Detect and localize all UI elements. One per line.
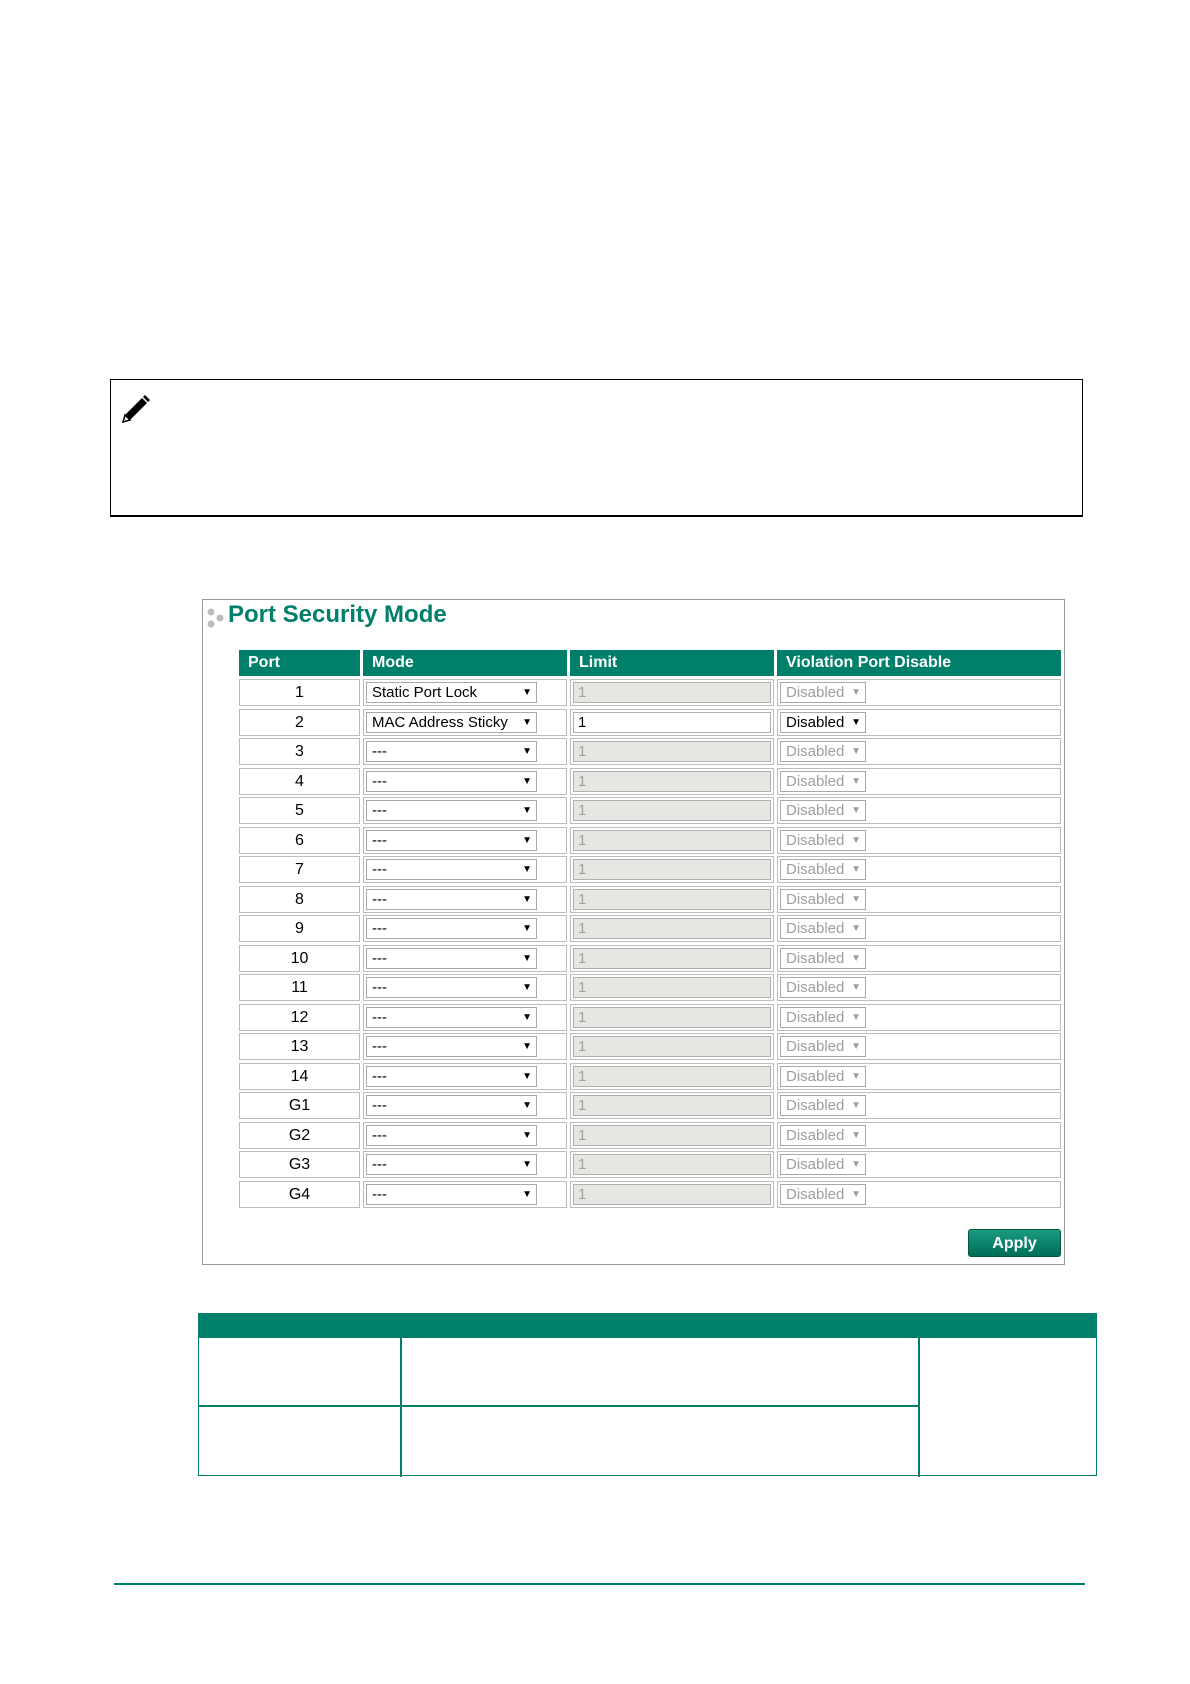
violation-cell [777,768,1061,795]
violation-select [780,1184,866,1205]
violation-select [780,771,866,792]
port-cell: 5 [239,797,360,824]
chevron-down-icon: ▼ [851,716,861,728]
chevron-down-icon: ▼ [851,1070,861,1082]
chevron-down-icon: ▼ [522,923,532,934]
mode-select[interactable] [366,977,537,998]
mode-cell [363,974,567,1001]
violation-cell [777,1004,1061,1031]
chevron-down-icon: ▼ [851,775,861,787]
chevron-down-icon: ▼ [522,864,532,875]
mode-select[interactable] [366,1095,537,1116]
limit-cell [570,1092,774,1119]
limit-input: 1 [573,1007,771,1028]
mode-value: --- [372,949,387,967]
mode-select[interactable] [366,859,537,880]
mode-value: --- [372,979,387,996]
violation-cell [777,856,1061,883]
chevron-down-icon: ▼ [522,716,532,728]
mode-select[interactable] [366,1154,537,1175]
violation-cell [777,1151,1061,1178]
mode-cell [363,886,567,913]
chevron-down-icon: ▼ [851,1041,861,1052]
mode-select[interactable] [366,771,537,792]
limit-cell [570,945,774,972]
port-cell: 1 [239,679,360,706]
violation-cell [777,1063,1061,1090]
chevron-down-icon: ▼ [851,1129,861,1141]
chevron-down-icon: ▼ [522,1011,532,1023]
mode-select[interactable] [366,948,537,969]
chevron-down-icon: ▼ [851,805,861,816]
mode-cell [363,1122,567,1149]
chevron-down-icon: ▼ [851,923,861,934]
violation-value: Disabled [786,802,845,819]
mode-value: --- [372,920,387,937]
violation-select [780,918,866,939]
chevron-down-icon: ▼ [851,952,861,964]
column-header-violation: Violation Port Disable [777,650,1061,676]
violation-cell [777,827,1061,854]
mode-value: Static Port Lock [372,684,478,701]
chevron-down-icon: ▼ [851,1011,861,1023]
mode-cell [363,709,567,736]
chevron-down-icon: ▼ [851,746,861,757]
mode-select[interactable] [366,682,537,703]
description-table [198,1313,1097,1476]
chevron-down-icon: ▼ [522,893,532,905]
mode-value: --- [372,743,387,760]
port-cell: 14 [239,1063,360,1090]
violation-cell [777,1033,1061,1060]
mode-value: --- [372,1038,387,1055]
violation-select[interactable] [780,712,866,733]
chevron-down-icon: ▼ [851,864,861,875]
violation-select [780,1125,866,1146]
violation-select [780,977,866,998]
violation-value: Disabled [786,1067,845,1085]
row-divider [199,1405,919,1407]
port-cell: G4 [239,1181,360,1208]
mode-value: --- [372,1156,387,1173]
port-cell: 2 [239,709,360,736]
table-header-cell [199,1314,400,1338]
mode-cell [363,1151,567,1178]
violation-select [780,741,866,762]
violation-cell [777,738,1061,765]
limit-cell [570,1122,774,1149]
violation-select [780,1007,866,1028]
violation-value: Disabled [786,1126,845,1144]
dots-icon [206,607,226,631]
violation-value: Disabled [786,890,845,908]
mode-cell [363,827,567,854]
column-header-mode: Mode [363,650,567,676]
violation-value: Disabled [786,1156,845,1173]
limit-input: 1 [573,977,771,998]
violation-value: Disabled [786,949,845,967]
limit-cell [570,1181,774,1208]
chevron-down-icon: ▼ [522,1041,532,1052]
chevron-down-icon: ▼ [522,775,532,787]
violation-select [780,830,866,851]
limit-input: 1 [573,1036,771,1057]
chevron-down-icon: ▼ [522,746,532,757]
port-security-panel [202,599,1065,1265]
limit-cell [570,1004,774,1031]
violation-value: Disabled [786,861,845,878]
chevron-down-icon: ▼ [851,893,861,905]
mode-select[interactable] [366,830,537,851]
mode-select[interactable] [366,712,537,733]
limit-input: 1 [573,1125,771,1146]
column-header-limit: Limit [570,650,774,676]
limit-input: 1 [573,1184,771,1205]
chevron-down-icon: ▼ [522,1129,532,1141]
port-cell: 12 [239,1004,360,1031]
mode-select[interactable] [366,800,537,821]
port-cell: 10 [239,945,360,972]
limit-cell [570,679,774,706]
mode-value: --- [372,802,387,819]
limit-cell [570,856,774,883]
mode-cell [363,738,567,765]
limit-input: 1 [573,800,771,821]
limit-input[interactable]: 1 [573,712,771,733]
violation-cell [777,915,1061,942]
mode-select[interactable] [366,741,537,762]
pencil-icon [117,392,153,428]
limit-cell [570,709,774,736]
violation-select [780,1036,866,1057]
mode-value: --- [372,1126,387,1144]
chevron-down-icon: ▼ [522,834,532,846]
mode-value: --- [372,1067,387,1085]
violation-cell [777,797,1061,824]
limit-cell [570,1151,774,1178]
chevron-down-icon: ▼ [851,687,861,698]
mode-cell [363,1092,567,1119]
footer-divider [114,1583,1085,1585]
limit-input: 1 [573,1154,771,1175]
violation-select [780,682,866,703]
port-cell: 11 [239,974,360,1001]
chevron-down-icon: ▼ [522,982,532,993]
violation-select [780,1066,866,1087]
mode-cell [363,679,567,706]
violation-value: Disabled [786,1008,845,1026]
chevron-down-icon: ▼ [522,1070,532,1082]
column-header-port: Port [239,650,360,676]
apply-button[interactable]: Apply [968,1229,1061,1257]
chevron-down-icon: ▼ [522,952,532,964]
mode-value: MAC Address Sticky [372,713,508,731]
limit-input: 1 [573,741,771,762]
port-cell: G2 [239,1122,360,1149]
limit-cell [570,974,774,1001]
chevron-down-icon: ▼ [851,834,861,846]
violation-cell [777,974,1061,1001]
mode-value: --- [372,1097,387,1114]
limit-input: 1 [573,830,771,851]
port-cell: G3 [239,1151,360,1178]
port-cell: 6 [239,827,360,854]
mode-cell [363,1063,567,1090]
column-divider [918,1314,920,1477]
limit-cell [570,768,774,795]
violation-value: Disabled [786,831,845,849]
chevron-down-icon: ▼ [522,1188,532,1200]
chevron-down-icon: ▼ [522,1159,532,1170]
mode-cell [363,768,567,795]
port-cell: 7 [239,856,360,883]
mode-value: --- [372,861,387,878]
violation-select [780,859,866,880]
mode-value: --- [372,831,387,849]
limit-cell [570,915,774,942]
mode-cell [363,1004,567,1031]
chevron-down-icon: ▼ [851,1100,861,1111]
limit-cell [570,738,774,765]
mode-value: --- [372,1185,387,1203]
table-header-cell [920,1314,1097,1338]
port-cell: 4 [239,768,360,795]
mode-cell [363,1181,567,1208]
page-title: Port Security Mode [228,601,447,628]
violation-select [780,1095,866,1116]
mode-select[interactable] [366,1125,537,1146]
chevron-down-icon: ▼ [851,982,861,993]
port-cell: 13 [239,1033,360,1060]
port-cell: 3 [239,738,360,765]
violation-value: Disabled [786,684,845,701]
limit-cell [570,886,774,913]
violation-value: Disabled [786,979,845,996]
limit-cell [570,827,774,854]
mode-cell [363,945,567,972]
limit-cell [570,1033,774,1060]
note-box [110,379,1083,517]
port-cell: 9 [239,915,360,942]
violation-value: Disabled [786,713,845,731]
mode-cell [363,856,567,883]
mode-value: --- [372,890,387,908]
violation-cell [777,1122,1061,1149]
mode-cell [363,915,567,942]
violation-cell [777,1092,1061,1119]
chevron-down-icon: ▼ [522,1100,532,1111]
violation-cell [777,886,1061,913]
limit-input: 1 [573,771,771,792]
limit-input: 1 [573,948,771,969]
violation-cell [777,945,1061,972]
mode-value: --- [372,772,387,790]
chevron-down-icon: ▼ [851,1188,861,1200]
limit-input: 1 [573,918,771,939]
mode-select[interactable] [366,918,537,939]
port-cell: G1 [239,1092,360,1119]
column-divider [400,1314,402,1477]
limit-input: 1 [573,1095,771,1116]
violation-cell [777,709,1061,736]
violation-cell [777,679,1061,706]
violation-select [780,1154,866,1175]
table-header-cell [402,1314,918,1338]
mode-select[interactable] [366,1036,537,1057]
chevron-down-icon: ▼ [851,1159,861,1170]
mode-value: --- [372,1008,387,1026]
violation-value: Disabled [786,1185,845,1203]
mode-select[interactable] [366,1066,537,1087]
violation-select [780,948,866,969]
mode-select[interactable] [366,889,537,910]
limit-cell [570,797,774,824]
violation-value: Disabled [786,1038,845,1055]
mode-cell [363,797,567,824]
chevron-down-icon: ▼ [522,805,532,816]
mode-select[interactable] [366,1007,537,1028]
limit-input: 1 [573,1066,771,1087]
limit-input: 1 [573,859,771,880]
violation-value: Disabled [786,1097,845,1114]
limit-cell [570,1063,774,1090]
violation-cell [777,1181,1061,1208]
mode-cell [363,1033,567,1060]
limit-input: 1 [573,682,771,703]
violation-select [780,889,866,910]
violation-value: Disabled [786,920,845,937]
violation-value: Disabled [786,772,845,790]
violation-select [780,800,866,821]
violation-value: Disabled [786,743,845,760]
chevron-down-icon: ▼ [522,687,532,698]
mode-select[interactable] [366,1184,537,1205]
limit-input: 1 [573,889,771,910]
port-cell: 8 [239,886,360,913]
